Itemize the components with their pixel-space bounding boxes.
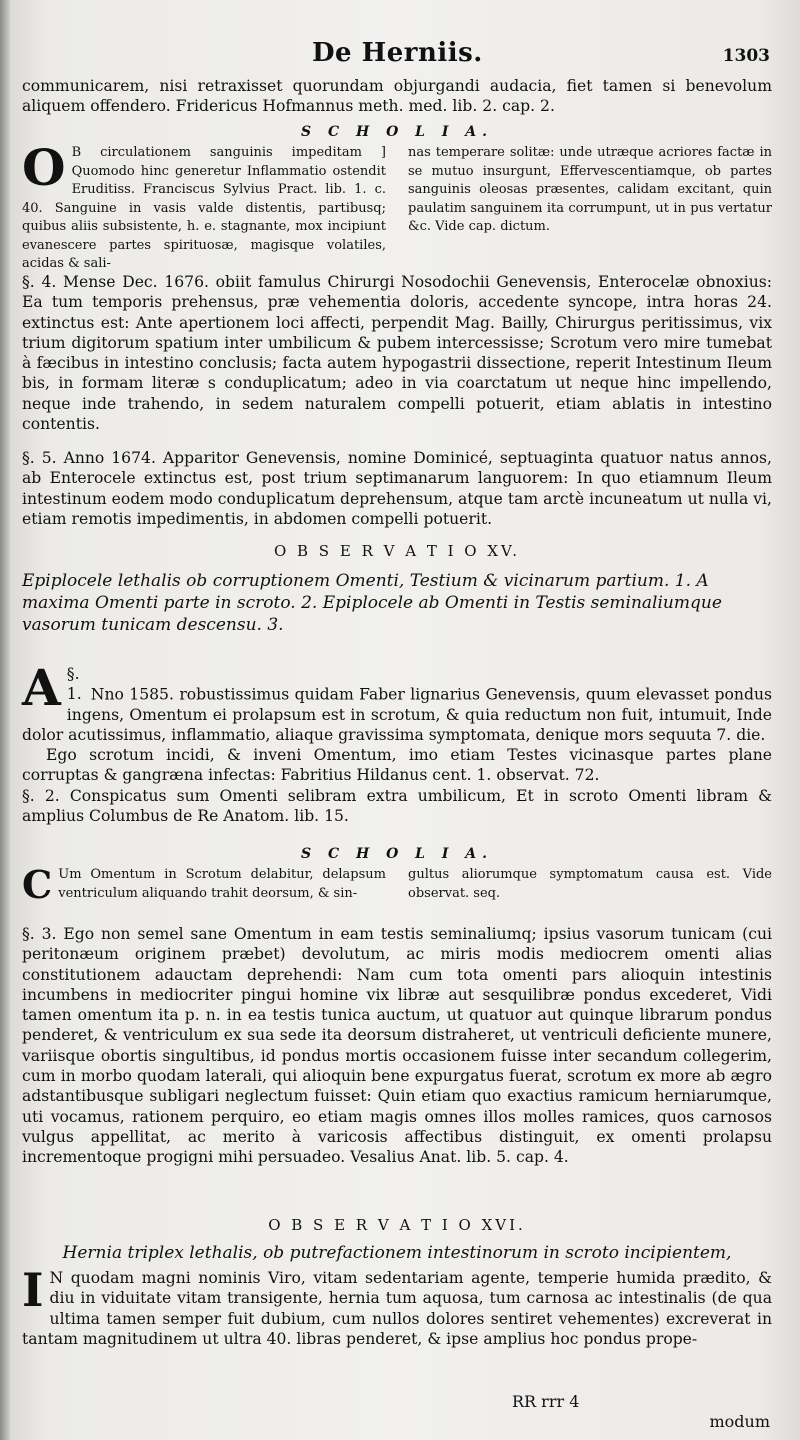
page-number: 1303: [722, 46, 770, 66]
drop-cap: A: [22, 658, 61, 717]
section-label: §. 2.: [22, 786, 60, 805]
scholia-column-left: [22, 138, 386, 274]
intro-section: [22, 76, 772, 117]
scholia-column-right: nas temperare solitæ: unde utræque acriores factæ in se mutuo insurgunt, Effervescentiamque, ob partes sanguinis oleosas præsentes, calidam excitant, quin paulatim sanguinem ita corrumpunt, ut in pus vertatur &c. Vide cap. dictum.: [408, 145, 772, 234]
observatio-heading: O B S E R V A T I O XV.: [273, 542, 521, 560]
scholia-section-2: [22, 846, 772, 907]
observatio-heading: O B S E R V A T I O XVI.: [268, 1216, 526, 1234]
page-binding-shadow: [0, 0, 10, 1440]
running-header: [22, 38, 772, 74]
observatio-15: [22, 542, 772, 636]
paragraph-5: [22, 448, 772, 529]
paragraph-text: Mense Dec. 1676. obiit famulus Chirurgi Nosodochii Genevensis, Enterocelæ obnoxius: Ea tum temporis prehensus, præ vehementia doloris, accedente syncope, intra horas 24. extinctus est: Ante apertionem loci affecti, perpendit Mag. Bailly, Chirurgus peritissimus, vix trium digitorum spatium inter umbilicum & pubem intercessisse; Scrotum vero mire tumebat à fæcibus in intestino conclusis; facta autem hypogastrii dissectione, reperit Intestinum Ileum bis, in formam literæ s conduplicatum; adeo in via coarctatum ut neque hinc impellendo, neque inde trahendo, in sedem naturalem compelli potuerit, etiam ablatis in intestino contentis.: [22, 273, 772, 434]
section-label: §. 3.: [22, 925, 57, 943]
observatio-title: Epiplocele lethalis ob corruptionem Omenti, Testium & vicinarum partium. 1. A maxima Omenti parte in scroto. 2. Epiplocele ab Omenti in Testis seminaliumque vasorum tunicam descensu. 3.: [22, 571, 722, 635]
section-label: §. 1.: [66, 665, 82, 704]
paragraph-text: Anno 1674. Apparitor Genevensis, nomine Dominicé, septuaginta quatuor natus annos, ab Enterocele extinctus est, post trium septimanarum languorem: In quo etiamnum Ileum intestinum eodem modo conduplicatum deprehensum, atque tam arctè incuneatum ut nulla vi, etiam remotis impedimentis, in abdomen compelli potuerit.: [22, 449, 772, 528]
obs15-paragraph-1: [22, 658, 772, 826]
section-label: §. 5.: [22, 449, 57, 467]
intro-paragraph: communicarem, nisi retraxisset quorundam objurgandi audacia, fiet tamen si benevolum aliquem offendero. Fridericus Hofmannus meth. med. lib. 2. cap. 2.: [22, 77, 772, 116]
observatio-title: Hernia triplex lethalis, ob putrefactionem intestinorum in scroto incipientem,: [62, 1243, 732, 1263]
drop-cap: I: [22, 1263, 44, 1317]
scholia-left-text: B circulationem sanguinis impeditam ] Quomodo hinc generetur Inflammatio ostendit Eruditiss. Franciscus Sylvius Pract. lib. 1. c. 40. Sanguine in vasis valde distentis, partibusq; quibus aliis subsistente, h. e. stagnante, mox incipiunt evanescere partes spirituosæ, magisque volatiles, acidas & sali-: [22, 145, 386, 271]
paragraph-text: Ego non semel sane Omentum in eam testis seminaliumq; ipsius vasorum tunicam (cui peritonæum originem præbet) devolutum, ac miris modis mediocrem omenti alias constitutionem adauctam deprehendi: Nam cum tota omenti pars alioquin intestinis incumbens in mediocriter pingui homine vix libræ aut sesquilibræ pondus excederet, Vidi tamen omentum ita p. n. in ea testis tunica auctum, ut quatuor aut quinque librarum pondus penderet, & ventriculum ex sua sede ita deorsum distraheret, ut ventriculi deficiente munere, variisque obortis singultibus, id pondus mortis occasionem fuisse inter secandum collegerim, cum in morbo quodam laterali, qui alioquin bene expurgatus fuerat, scrotum ex more ab ægro adstantibusque subligari neglectum fuisset: Quin etiam quo exactius ramicum herniarumque, uti vocamus, rationem perquiro, eo etiam magis omnes illos molles ramices, quos carnosos vulgus appellitat, ac merito à varicosis affectibus distinguit, ex omenti prolapsu incrementoque progigni mihi persuadeo. Vesalius Anat. lib. 5. cap. 4.: [22, 925, 772, 1167]
scholia-columns: [22, 862, 772, 907]
scholia-columns: [22, 138, 772, 274]
paragraph-text: Ego scrotum incidi, & inveni Omentum, imo etiam Testes vicinasque partes plane corruptas & gangræna infectas: Fabritius Hildanus cent. 1. observat. 72.: [22, 746, 772, 785]
paragraph-4: [22, 272, 772, 434]
scholia-column-right: gultus aliorumque symptomatum causa est. Vide observat. seq.: [408, 867, 772, 901]
observatio-16: [22, 1216, 772, 1349]
scholia-left-text: Um Omentum in Scrotum delabitur, delapsum ventriculum aliquando trahit deorsum, & sin-: [58, 867, 386, 901]
running-title: De Herniis.: [312, 38, 483, 68]
drop-cap: C: [22, 862, 53, 907]
signature-mark: RR rrr 4: [512, 1392, 580, 1411]
paragraph-text: Nno 1585. robustissimus quidam Faber lignarius Genevensis, quum elevasset pondus ingens, Omentum ei prolapsum est in scrotum, & quia reductum non fuit, intumuit, Inde dolor acutissimus, inflammatio, aliaque gravissima symptomata, denique mors sequuta 7. die.: [22, 685, 772, 744]
section-label: §. 4.: [22, 273, 57, 291]
scholia-section-1: [22, 124, 772, 274]
scholia-heading: S C H O L I A.: [300, 124, 494, 140]
catchword: modum: [709, 1412, 770, 1431]
paragraph-text: Conspicatus sum Omenti selibram extra umbilicum, Et in scroto Omenti libram & amplius Columbus de Re Anatom. lib. 15.: [22, 786, 772, 826]
drop-cap: O: [22, 138, 66, 197]
paragraph-text: N quodam magni nominis Viro, vitam sedentariam agente, temperie humida prædito, & diu in viduitate vitam transigente, hernia tum aquosa, tum carnosa ac intestinalis (de qua ultima tamen semper fuit dubium, cum nullos dolores sentiret vehementes) excreverat in tantam magnitudinem ut ultra 40. libras penderet, & ipse amplius hoc pondus prope-: [22, 1269, 772, 1348]
scholia-heading: S C H O L I A.: [300, 846, 494, 862]
scholia-column-left: [22, 862, 386, 907]
paragraph-3: [22, 924, 772, 1168]
